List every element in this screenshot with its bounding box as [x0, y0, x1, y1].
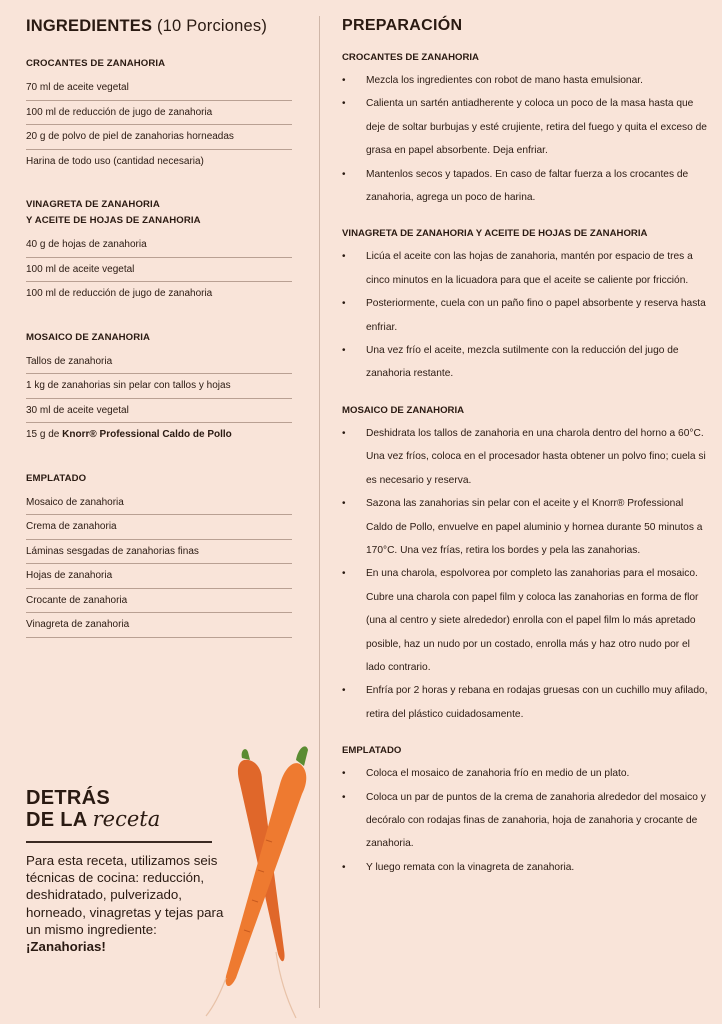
behind-text-body: Para esta receta, utilizamos seis técnicas de cocina: reducción, deshidratado, pulverizado, horneado, vinagretas y tejas para un mismo ingrediente: — [26, 853, 224, 937]
behind-title-line2 — [26, 809, 236, 831]
step-item: • Enfría por 2 horas y rebana en rodajas gruesas con un cuchillo muy afilado, retira del plástico cuidadosamente. — [342, 679, 708, 726]
section-heading: CROCANTES DE ZANAHORIA — [26, 58, 166, 69]
behind-title-bold: DE LA — [26, 809, 87, 831]
prep-section-vinagreta — [342, 226, 708, 385]
ingredient-item: Tallos de zanahoria — [26, 350, 292, 375]
behind-text-highlight: ¡Zanahorias! — [26, 939, 106, 955]
ingredient-item: 30 ml de aceite vegetal — [26, 399, 292, 424]
ingredient-list — [26, 491, 292, 638]
step-item: • Y luego remata con la vinagreta de zanahoria. — [342, 856, 708, 879]
step-list — [342, 762, 708, 879]
step-item: • Coloca el mosaico de zanahoria frío en medio de un plato. — [342, 762, 708, 785]
ingredient-item: Hojas de zanahoria — [26, 564, 292, 589]
ingredient-list — [26, 76, 292, 173]
ingredients-section-vinagreta — [26, 197, 292, 306]
behind-title-line1: DETRÁS — [26, 787, 111, 809]
ingredient-item: 100 ml de reducción de jugo de zanahoria — [26, 101, 292, 126]
behind-title-rule — [26, 841, 212, 843]
step-list — [342, 422, 708, 726]
ingredient-item: 20 g de polvo de piel de zanahorias horneadas — [26, 125, 292, 150]
ingredients-title — [26, 14, 292, 38]
step-list — [342, 69, 708, 209]
knorr-product-name: Knorr® Professional Caldo de Pollo — [62, 429, 232, 440]
section-heading: VINAGRETA DE ZANAHORIA Y ACEITE DE HOJAS DE ZANAHORIA — [342, 228, 648, 240]
section-heading: CROCANTES DE ZANAHORIA — [342, 52, 479, 63]
ingredient-item: Crema de zanahoria — [26, 515, 292, 540]
ingredient-item: Láminas sesgadas de zanahorias finas — [26, 540, 292, 565]
ingredient-item: 1 kg de zanahorias sin pelar con tallos y hojas — [26, 374, 292, 399]
step-item: • Mezcla los ingredientes con robot de mano hasta emulsionar. — [342, 69, 708, 92]
ingredient-item: 100 ml de reducción de jugo de zanahoria — [26, 288, 213, 299]
ingredients-title-text: INGREDIENTES — [26, 17, 153, 35]
prep-section-mosaico — [342, 403, 708, 726]
ingredient-item: 70 ml de aceite vegetal — [26, 76, 292, 101]
column-divider — [319, 16, 320, 1008]
ingredients-section-mosaico — [26, 330, 292, 447]
section-heading-line: Y ACEITE DE HOJAS DE ZANAHORIA — [26, 215, 201, 226]
section-heading: MOSAICO DE ZANAHORIA — [342, 404, 465, 416]
section-heading-line: VINAGRETA DE ZANAHORIA — [26, 199, 160, 210]
section-heading: EMPLATADO — [342, 745, 402, 757]
prep-section-emplatado — [342, 743, 708, 879]
step-list — [342, 245, 708, 385]
step-item: • En una charola, espolvorea por completo las zanahorias para el mosaico. Cubre una charola con papel film y coloca las zanahorias en forma de flor (una al centro y siete alrededor) enrolla con el papel film lo más apretado posible, haz un nudo por un costado, enrolla más y haz otro nudo por el lado contrario. — [342, 562, 708, 679]
behind-title-script: receta — [92, 807, 161, 831]
ingredient-item: 100 ml de aceite vegetal — [26, 258, 292, 283]
step-item: • Una vez frío el aceite, mezcla sutilmente con la reducción del jugo de zanahoria restante. — [342, 339, 708, 386]
ingredient-item-knorr — [26, 423, 292, 447]
step-item: • Deshidrata los tallos de zanahoria en una charola dentro del horno a 60°C. Una vez fríos, coloca en el procesador hasta obtener un polvo fino; cuela si es necesario y reserva. — [342, 422, 708, 492]
step-item: • Sazona las zanahorias sin pelar con el aceite y el Knorr® Professional Caldo de Pollo, envuelve en papel aluminio y hornea durante 50 minutos a 170°C. Una vez frías, retira los bordes y pela las zanahorias. — [342, 492, 708, 562]
ingredient-list — [26, 233, 292, 306]
ingredient-item: Mosaico de zanahoria — [26, 491, 292, 516]
preparation-title: PREPARACIÓN — [342, 17, 463, 34]
section-heading: EMPLATADO — [26, 472, 87, 484]
ingredients-column — [26, 14, 292, 662]
ingredient-list — [26, 350, 292, 447]
ingredient-item: Harina de todo uso (cantidad necesaria) — [26, 155, 204, 167]
behind-the-recipe-text — [26, 852, 236, 955]
behind-the-recipe-title — [26, 788, 236, 831]
step-item: • Licúa el aceite con las hojas de zanahoria, mantén por espacio de tres a cinco minutos en la licuadora para que el aceite se caliente por fricción. — [342, 245, 708, 292]
ingredient-item: 40 g de hojas de zanahoria — [26, 233, 292, 258]
behind-the-recipe-box — [26, 788, 236, 955]
portions-label: (10 Porciones) — [156, 17, 268, 35]
ingredients-section-emplatado — [26, 471, 292, 638]
section-heading — [26, 197, 292, 229]
ingredient-item: Crocante de zanahoria — [26, 589, 292, 614]
step-item: • Coloca un par de puntos de la crema de zanahoria alrededor del mosaico y decóralo con rodajas finas de zanahoria, hoja de zanahoria y crocante de zanahoria. — [342, 786, 708, 856]
ingredient-item: Vinagreta de zanahoria — [26, 613, 292, 638]
prep-section-crocantes — [342, 50, 708, 209]
ingredient-prefix: 15 g de — [26, 429, 63, 440]
section-heading: MOSAICO DE ZANAHORIA — [26, 331, 151, 343]
step-item: • Calienta un sartén antiadherente y coloca un poco de la masa hasta que deje de soltar burbujas y esté crujiente, retira del fuego y quita el exceso de grasa en papel absorbente. Deja enfriar. — [342, 92, 708, 162]
step-item: • Mantenlos secos y tapados. En caso de faltar fuerza a los crocantes de zanahoria, agrega un poco de harina. — [342, 163, 708, 210]
preparation-column — [342, 14, 708, 896]
step-item: • Posteriormente, cuela con un paño fino o papel absorbente y reserva hasta enfriar. — [342, 292, 708, 339]
ingredients-section-crocantes — [26, 56, 292, 173]
